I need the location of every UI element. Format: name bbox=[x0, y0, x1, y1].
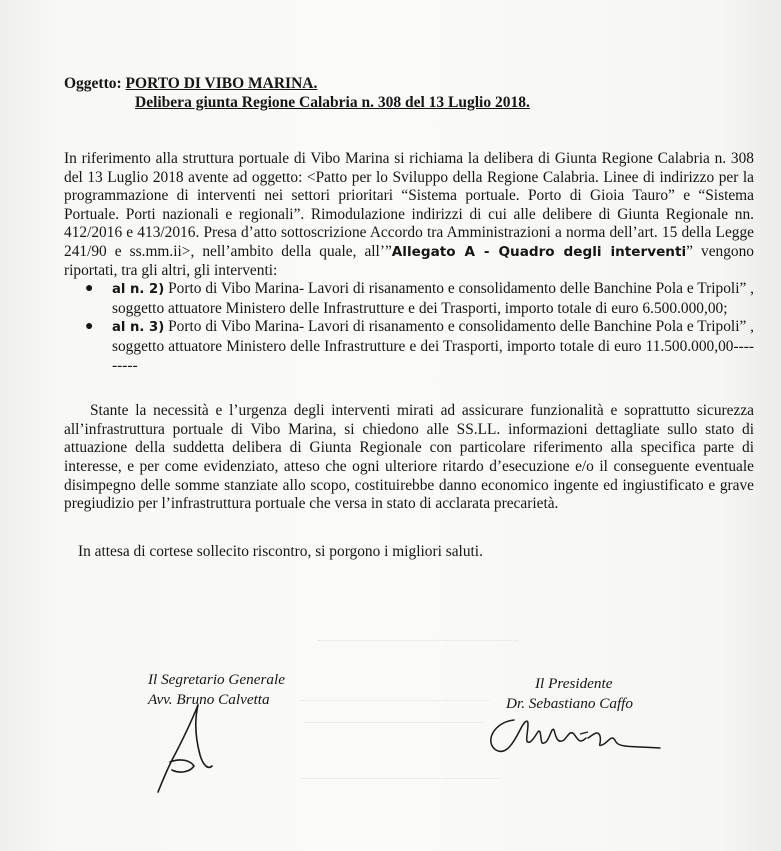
intro-paragraph bbox=[64, 150, 754, 280]
item-text: Porto di Vibo Marina- Lavori di risanamento e consolidamento delle Banchine Pola e Tripoli” , soggetto attuatore Ministero delle Infrastrutture e dei Trasporti, importo totale di euro 11.500.000,00--------- bbox=[112, 318, 755, 374]
bullet-icon: ● bbox=[85, 319, 94, 335]
show-through-line bbox=[305, 722, 485, 733]
item-ref: al n. 2) bbox=[112, 282, 165, 298]
show-through-line bbox=[318, 640, 518, 651]
intro-text: In riferimento alla struttura portuale di Vibo Marina si richiama la delibera di Giunta Regione Calabria n. 308 del 13 Luglio 2018 avente ad oggetto: <Patto per lo Sviluppo della Regione Calabria. Linee di indirizzo per la programmazione di interventi nei settori prioritari “Sistema portuale. Porto di Gioia Tauro” e “Sistema Portuale. Porti nazionali e regionali”. Rimodulazione indirizzi di cui alle delibere di Giunta Regionale nn. 412/2016 e 413/2016. Presa d’atto sottoscrizione Accordo tra Amministrazioni a norma dell’art. 15 della Legge 241/90 e ss.mm.ii>, nell’ambito della quale, all’” bbox=[64, 150, 754, 260]
show-through-line bbox=[300, 700, 490, 711]
intro-text-end: ” vengono riportati, tra gli altri, gli interventi: bbox=[64, 242, 754, 279]
secretary-name: Avv. Bruno Calvetta bbox=[148, 691, 270, 708]
list-item bbox=[85, 318, 755, 375]
closing-paragraph: In attesa di cortese sollecito riscontro, si porgono i migliori saluti. bbox=[78, 542, 483, 560]
item-ref: al n. 3) bbox=[112, 320, 165, 336]
signature-block-president bbox=[506, 674, 633, 714]
secretary-role: Il Segretario Generale bbox=[148, 671, 285, 688]
subject-label: Oggetto: bbox=[64, 75, 122, 92]
letter-body bbox=[64, 150, 754, 561]
subject-line-2: Delibera giunta Regione Calabria n. 308 del 13 Luglio 2018. bbox=[135, 94, 530, 111]
interventions-list bbox=[64, 280, 754, 375]
subject-line-1: PORTO DI VIBO MARINA. bbox=[125, 75, 318, 92]
secretary-handwritten-signature bbox=[150, 700, 230, 800]
president-name: Dr. Sebastiano Caffo bbox=[506, 695, 633, 712]
subject-block bbox=[64, 74, 530, 112]
president-role: Il Presidente bbox=[535, 675, 613, 692]
intro-bold-text: Allegato A - Quadro degli interventi bbox=[391, 243, 687, 260]
item-text: Porto di Vibo Marina- Lavori di risanamento e consolidamento delle Banchine Pola e Tripoli” , soggetto attuatore Ministero delle Infrastrutture e dei Trasporti, importo totale di euro 6.500.000,00; bbox=[112, 280, 755, 317]
bullet-icon: ● bbox=[85, 281, 94, 297]
request-paragraph: Stante la necessità e l’urgenza degli interventi mirati ad assicurare funzionalità e soprattutto sicurezza all’infrastruttura portuale di Vibo Marina, si chiedono alle SS.LL. informazioni dettagliate sullo stato di attuazione della suddetta delibera di Giunta Regionale con particolare riferimento alla specifica parte di interesse, e per come evidenziato, atteso che ogni ulteriore ritardo d’esecuzione e/o il conseguente eventuale disimpegno delle somme stanziate allo scopo, costituirebbe danno economico ingente ed ingiustificato e grave pregiudizio per l’infrastruttura portuale che versa in stato di acclarata precarietà. bbox=[64, 402, 754, 513]
president-handwritten-signature bbox=[484, 712, 664, 762]
show-through-line bbox=[300, 778, 500, 789]
list-item bbox=[85, 280, 755, 318]
